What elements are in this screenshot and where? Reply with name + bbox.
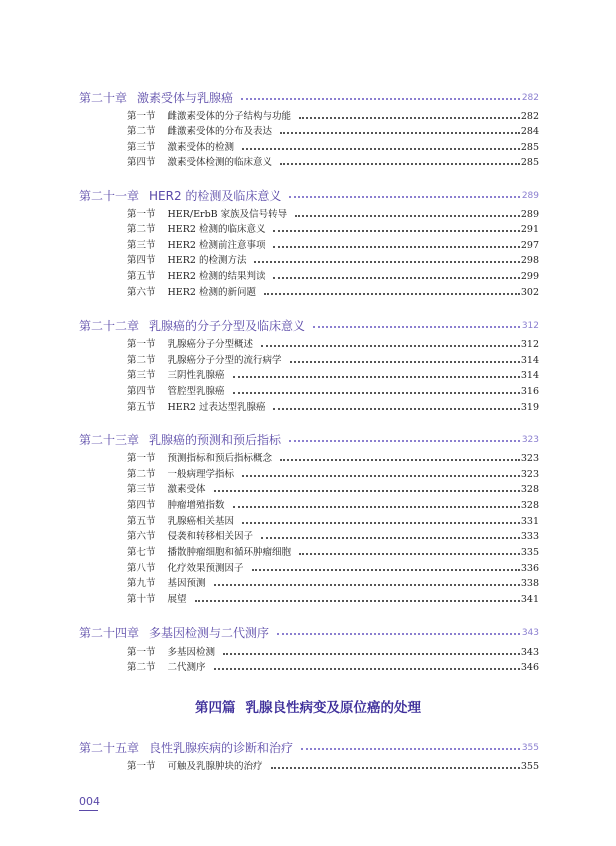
chapter-title: 激素受体与乳腺癌 <box>137 91 234 105</box>
dot-leader <box>223 653 520 655</box>
page-ref: 284 <box>520 126 539 137</box>
section-number: 第一节 <box>127 647 156 658</box>
section-title: 一般病理学指标 <box>167 469 235 480</box>
dot-leader <box>280 459 520 461</box>
section-number: 第三节 <box>127 370 156 381</box>
section-entry[interactable] <box>0 451 616 467</box>
page-ref: 328 <box>520 500 539 511</box>
page-number-underline <box>79 810 98 811</box>
section-number: 第三节 <box>127 484 156 495</box>
section-title: 激素受体 <box>167 484 206 495</box>
section-label <box>127 545 291 561</box>
chapter-number: 第二十一章 <box>79 189 140 203</box>
dot-leader <box>280 132 520 134</box>
page-ref: 285 <box>520 142 539 153</box>
dot-leader <box>241 98 520 100</box>
section-entry[interactable] <box>0 576 616 592</box>
section-title: 乳腺癌分子分型的流行病学 <box>167 355 282 366</box>
chapter-entry[interactable] <box>0 90 616 106</box>
section-number: 第三节 <box>127 240 156 251</box>
section-label <box>127 514 234 530</box>
dot-leader <box>289 440 520 442</box>
dot-leader <box>214 584 520 586</box>
chapter-label <box>79 432 281 448</box>
section-label <box>127 451 272 467</box>
page-ref: 323 <box>520 469 539 480</box>
section-label <box>127 467 234 483</box>
section-entry[interactable] <box>0 353 616 369</box>
page-ref: 331 <box>520 516 539 527</box>
dot-leader <box>301 748 520 750</box>
dot-leader <box>299 553 520 555</box>
section-number: 第四节 <box>127 500 156 511</box>
section-label <box>127 368 225 384</box>
section-entry[interactable] <box>0 238 616 254</box>
section-entry[interactable] <box>0 592 616 608</box>
dot-leader <box>273 277 520 279</box>
dot-leader <box>273 230 520 232</box>
section-label <box>127 353 282 369</box>
section-entry[interactable] <box>0 514 616 530</box>
section-label <box>127 482 206 498</box>
section-entry[interactable] <box>0 400 616 416</box>
chapter-entry[interactable] <box>0 188 616 204</box>
section-title: 二代测序 <box>167 662 206 673</box>
page-ref: 319 <box>520 402 539 413</box>
section-title: 基因预测 <box>167 578 206 589</box>
chapter-number: 第二十章 <box>79 91 128 105</box>
chapter-title: 良性乳腺疾病的诊断和治疗 <box>149 741 294 755</box>
page-ref: 335 <box>520 547 539 558</box>
page-ref: 323 <box>520 453 539 464</box>
section-title: 雌激素受体的分子结构与功能 <box>167 111 292 122</box>
dot-leader <box>233 506 520 508</box>
section-label <box>127 124 272 140</box>
section-title: HER/ErbB 家族及信号转导 <box>167 209 288 220</box>
chapter-entry[interactable] <box>0 740 616 756</box>
page-ref: 336 <box>520 563 539 574</box>
section-entry[interactable] <box>0 482 616 498</box>
chapter-number: 第二十三章 <box>79 433 140 447</box>
section-number: 第二节 <box>127 355 156 366</box>
part-number: 第四篇 <box>195 700 236 716</box>
section-number: 第五节 <box>127 271 156 282</box>
section-entry[interactable] <box>0 253 616 269</box>
section-entry[interactable] <box>0 207 616 223</box>
chapter-label <box>79 90 233 106</box>
dot-leader <box>252 569 520 571</box>
section-number: 第六节 <box>127 287 156 298</box>
page-ref: 312 <box>521 321 539 331</box>
page-ref: 333 <box>520 531 539 542</box>
section-number: 第四节 <box>127 386 156 397</box>
section-label <box>127 238 265 254</box>
section-number: 第二节 <box>127 662 156 673</box>
section-number: 第十节 <box>127 594 156 605</box>
chapter-entry[interactable] <box>0 318 616 334</box>
part-title: 乳腺良性病变及原位癌的处理 <box>245 700 421 716</box>
dot-leader <box>242 475 520 477</box>
section-number: 第二节 <box>127 224 156 235</box>
section-title: HER2 检测的结果判读 <box>167 271 266 282</box>
section-title: HER2 检测的新问题 <box>167 287 256 298</box>
section-number: 第一节 <box>127 209 156 220</box>
page-ref: 291 <box>520 224 539 235</box>
section-number: 第四节 <box>127 157 156 168</box>
section-label <box>127 155 272 171</box>
section-title: 乳腺癌分子分型概述 <box>167 339 254 350</box>
page-ref: 355 <box>521 743 539 753</box>
section-label <box>127 109 291 125</box>
section-title: 三阴性乳腺癌 <box>167 370 225 381</box>
section-entry[interactable] <box>0 759 616 775</box>
section-entry[interactable] <box>0 222 616 238</box>
section-number: 第二节 <box>127 126 156 137</box>
dot-leader <box>271 767 520 769</box>
section-label <box>127 285 256 301</box>
page-number: 004 <box>79 795 100 808</box>
dot-leader <box>277 633 520 635</box>
page-ref: 282 <box>521 93 539 103</box>
section-label <box>127 498 225 514</box>
section-entry[interactable] <box>0 498 616 514</box>
dot-leader <box>254 261 520 263</box>
section-title: HER2 检测前注意事项 <box>167 240 266 251</box>
page-ref: 282 <box>520 111 539 122</box>
dot-leader <box>264 293 520 295</box>
section-label <box>127 222 265 238</box>
dot-leader <box>299 117 520 119</box>
chapter-label <box>79 318 305 334</box>
section-entry[interactable] <box>0 155 616 171</box>
section-label <box>127 561 244 577</box>
section-entry[interactable] <box>0 269 616 285</box>
section-title: 可触及乳腺肿块的治疗 <box>167 761 263 772</box>
section-label <box>127 253 246 269</box>
section-entry[interactable] <box>0 384 616 400</box>
section-label <box>127 140 234 156</box>
section-label <box>127 337 253 353</box>
page-ref: 323 <box>521 435 539 445</box>
section-label <box>127 269 265 285</box>
section-number: 第五节 <box>127 516 156 527</box>
section-title: 播散肿瘤细胞和循环肿瘤细胞 <box>167 547 292 558</box>
section-entry[interactable] <box>0 545 616 561</box>
chapter-number: 第二十四章 <box>79 626 140 640</box>
dot-leader <box>290 361 520 363</box>
section-title: 侵袭和转移相关因子 <box>167 531 254 542</box>
section-label <box>127 592 187 608</box>
dot-leader <box>233 392 520 394</box>
part-heading <box>0 699 616 717</box>
dot-leader <box>242 522 520 524</box>
dot-leader <box>289 196 520 198</box>
page-ref: 289 <box>520 209 539 220</box>
page-ref: 297 <box>520 240 539 251</box>
section-label <box>127 384 225 400</box>
section-label <box>127 207 287 223</box>
section-number: 第九节 <box>127 578 156 589</box>
section-number: 第二节 <box>127 469 156 480</box>
section-number: 第一节 <box>127 761 156 772</box>
section-entry[interactable] <box>0 337 616 353</box>
page-ref: 343 <box>521 628 539 638</box>
page-ref: 355 <box>520 761 539 772</box>
section-label <box>127 576 206 592</box>
page-ref: 316 <box>520 386 539 397</box>
dot-leader <box>195 600 520 602</box>
page-ref: 314 <box>520 355 539 366</box>
page-ref: 346 <box>520 662 539 673</box>
dot-leader <box>214 490 520 492</box>
section-entry[interactable] <box>0 645 616 661</box>
chapter-label <box>79 740 293 756</box>
chapter-number: 第二十二章 <box>79 319 140 333</box>
section-title: 化疗效果预测因子 <box>167 563 244 574</box>
page-ref: 328 <box>520 484 539 495</box>
dot-leader <box>214 668 520 670</box>
section-number: 第一节 <box>127 111 156 122</box>
dot-leader <box>273 246 520 248</box>
section-title: 激素受体的检测 <box>167 142 235 153</box>
page-ref: 299 <box>520 271 539 282</box>
section-title: 雌激素受体的分布及表达 <box>167 126 273 137</box>
dot-leader <box>313 326 520 328</box>
section-entry[interactable] <box>0 368 616 384</box>
chapter-label <box>79 625 269 641</box>
section-entry[interactable] <box>0 467 616 483</box>
section-entry[interactable] <box>0 285 616 301</box>
dot-leader <box>273 408 520 410</box>
section-title: 预测指标和预后指标概念 <box>167 453 273 464</box>
section-title: 肿瘤增殖指数 <box>167 500 225 511</box>
page-ref: 343 <box>520 647 539 658</box>
dot-leader <box>261 537 520 539</box>
section-number: 第五节 <box>127 402 156 413</box>
section-number: 第八节 <box>127 563 156 574</box>
section-entry[interactable] <box>0 109 616 125</box>
chapter-number: 第二十五章 <box>79 741 140 755</box>
section-number: 第七节 <box>127 547 156 558</box>
section-label <box>127 529 253 545</box>
page-ref: 285 <box>520 157 539 168</box>
dot-leader <box>242 148 520 150</box>
page-ref: 302 <box>520 287 539 298</box>
section-title: 多基因检测 <box>167 647 216 658</box>
chapter-entry[interactable] <box>0 432 616 448</box>
page-ref: 314 <box>520 370 539 381</box>
section-title: 管腔型乳腺癌 <box>167 386 225 397</box>
chapter-title: 乳腺癌的预测和预后指标 <box>149 433 282 447</box>
dot-leader <box>280 163 520 165</box>
section-title: 激素受体检测的临床意义 <box>167 157 273 168</box>
dot-leader <box>233 376 520 378</box>
section-title: HER2 过表达型乳腺癌 <box>167 402 266 413</box>
section-number: 第四节 <box>127 255 156 266</box>
dot-leader <box>295 215 520 217</box>
section-label <box>127 759 263 775</box>
chapter-label <box>79 188 281 204</box>
section-entry[interactable] <box>0 561 616 577</box>
section-label <box>127 400 265 416</box>
section-entry[interactable] <box>0 529 616 545</box>
page-ref: 312 <box>520 339 539 350</box>
chapter-title: HER2 的检测及临床意义 <box>149 189 282 203</box>
dot-leader <box>261 345 520 347</box>
page-ref: 338 <box>520 578 539 589</box>
section-number: 第一节 <box>127 453 156 464</box>
section-entry[interactable] <box>0 660 616 676</box>
part-label <box>0 699 616 717</box>
page-ref: 298 <box>520 255 539 266</box>
chapter-title: 多基因检测与二代测序 <box>149 626 270 640</box>
section-title: HER2 的检测方法 <box>167 255 247 266</box>
section-label <box>127 645 215 661</box>
page-ref: 341 <box>520 594 539 605</box>
section-number: 第六节 <box>127 531 156 542</box>
section-title: 展望 <box>167 594 187 605</box>
page-ref: 289 <box>521 191 539 201</box>
chapter-title: 乳腺癌的分子分型及临床意义 <box>149 319 306 333</box>
section-title: 乳腺癌相关基因 <box>167 516 235 527</box>
section-entry[interactable] <box>0 140 616 156</box>
section-label <box>127 660 206 676</box>
section-title: HER2 检测的临床意义 <box>167 224 266 235</box>
section-entry[interactable] <box>0 124 616 140</box>
chapter-entry[interactable] <box>0 625 616 641</box>
section-number: 第一节 <box>127 339 156 350</box>
section-number: 第三节 <box>127 142 156 153</box>
